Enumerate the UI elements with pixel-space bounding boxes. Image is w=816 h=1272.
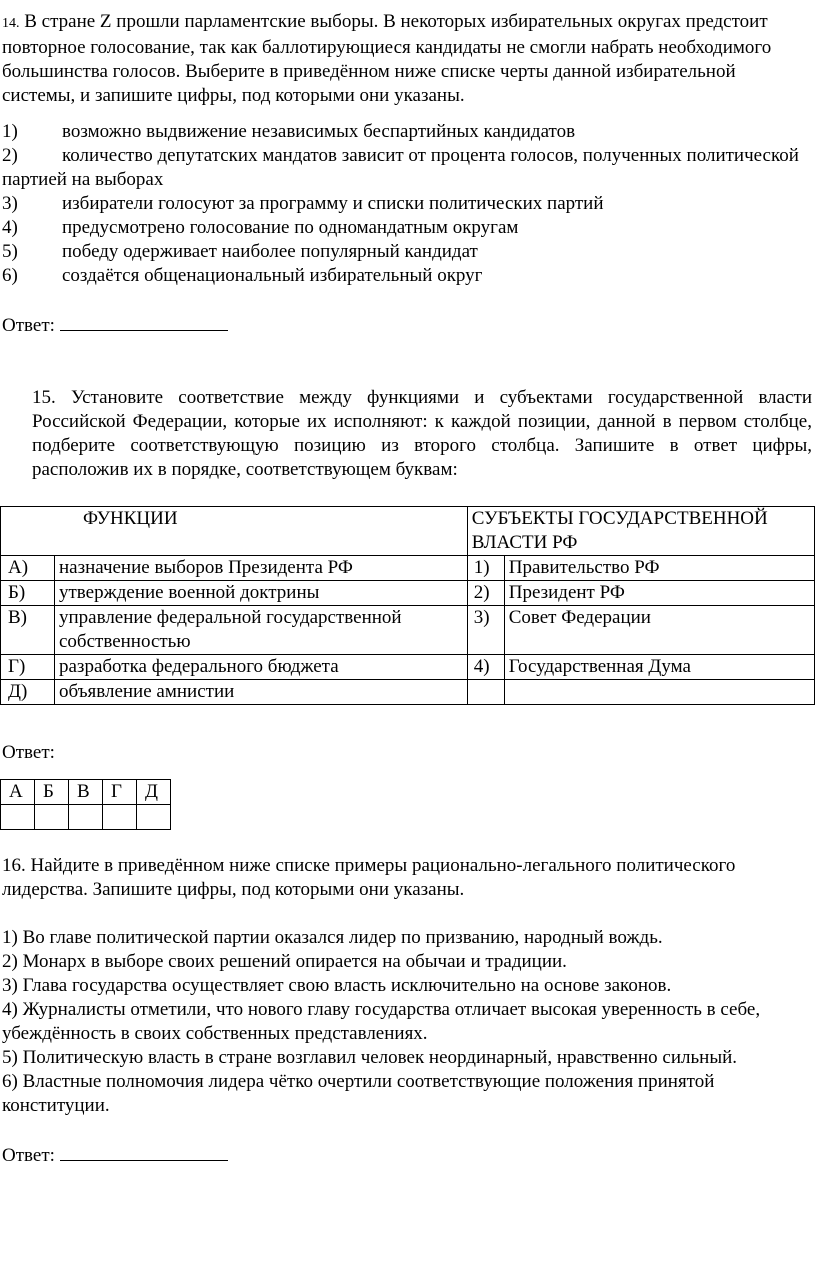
q14-option: 3) избиратели голосуют за программу и списки политических партий: [2, 193, 604, 214]
answer-cell[interactable]: [35, 805, 69, 830]
question-14-text: 14. В стране Z прошли парламентские выборы. В некоторых избирательных округах предстоит повторное голосование, так как баллотирующиеся кандидаты не смогли набрать необходимого большинства голосов. Выберите в приведённом ниже списке черты данной избирательной системы, и запишите цифры, под которыми они указаны.: [2, 11, 772, 106]
answer-letter: В: [69, 780, 103, 805]
q15-answer-label: Ответ:: [2, 742, 55, 763]
header-subjects: СУБЪЕКТЫ ГОСУДАРСТВЕННОЙ ВЛАСТИ РФ: [467, 507, 814, 556]
answer-letter: Г: [103, 780, 137, 805]
table-row: В) управление федеральной государственной собственностью 3) Совет Федерации: [1, 606, 815, 655]
q16-option: 3) Глава государства осуществляет свою власть исключительно на основе законов.: [2, 975, 672, 996]
answer-cell[interactable]: [1, 805, 35, 830]
question-14: [0, 10, 812, 338]
q14-option: 2) количество депутатских мандатов зависит от процента голосов, полученных политической партией на выборах: [2, 145, 799, 190]
q14-option: 5) победу одерживает наиболее популярный кандидат: [2, 241, 478, 262]
answer-letter: Д: [137, 780, 171, 805]
q16-option: 4) Журналисты отметили, что нового главу государства отличает высокая уверенность в себе, убеждённость в своих собственных представлениях.: [2, 999, 761, 1044]
answer-letter: Б: [35, 780, 69, 805]
table-header-row: [1, 507, 815, 556]
question-14-number: 14.: [2, 16, 20, 31]
table-row: Д) объявление амнистии: [1, 680, 815, 705]
q16-option: 2) Монарх в выборе своих решений опирается на обычаи и традиции.: [2, 951, 567, 972]
q14-option: 6) создаётся общенациональный избирательный округ: [2, 265, 483, 286]
q14-answer: Ответ:: [0, 312, 812, 338]
q16-answer: Ответ:: [0, 1142, 812, 1168]
table-row: А) назначение выборов Президента РФ 1) Правительство РФ: [1, 556, 815, 581]
answer-letter: А: [1, 780, 35, 805]
answer-cell[interactable]: [103, 805, 137, 830]
matching-table: [0, 506, 815, 705]
document-page: [0, 10, 812, 1168]
table-row: Б) утверждение военной доктрины 2) Президент РФ: [1, 581, 815, 606]
q16-option: 5) Политическую власть в стране возглавил человек неординарный, нравственно сильный.: [2, 1047, 737, 1068]
answer-cell[interactable]: [137, 805, 171, 830]
question-16: [0, 854, 812, 1168]
q14-answer-blank[interactable]: [60, 312, 228, 331]
q16-answer-blank[interactable]: [60, 1142, 228, 1161]
question-15: [0, 386, 812, 830]
answer-cell[interactable]: [69, 805, 103, 830]
q14-option: 1) возможно выдвижение независимых беспартийных кандидатов: [2, 121, 576, 142]
header-functions: ФУНКЦИИ: [1, 507, 468, 556]
q14-option: 4) предусмотрено голосование по одномандатным округам: [2, 217, 519, 238]
q16-option: 1) Во главе политической партии оказался лидер по призванию, народный вождь.: [2, 927, 663, 948]
table-row: Г) разработка федерального бюджета 4) Государственная Дума: [1, 655, 815, 680]
question-15-text: 15. Установите соответствие между функциями и субъектами государственной власти Российской Федерации, которые их исполняют: к каждой позиции, данной в первом столбце, подберите соответствующую позицию из второго столбца. Запишите в ответ цифры, расположив их в порядке, соответствующем буквам:: [32, 387, 812, 480]
q16-option: 6) Властные полномочия лидера чётко очертили соответствующие положения принятой конституции.: [2, 1071, 715, 1116]
question-16-text: 16. Найдите в приведённом ниже списке примеры рационально-легального политического лидерства. Запишите цифры, под которыми они указаны.: [2, 855, 736, 900]
answer-grid: [0, 779, 171, 830]
